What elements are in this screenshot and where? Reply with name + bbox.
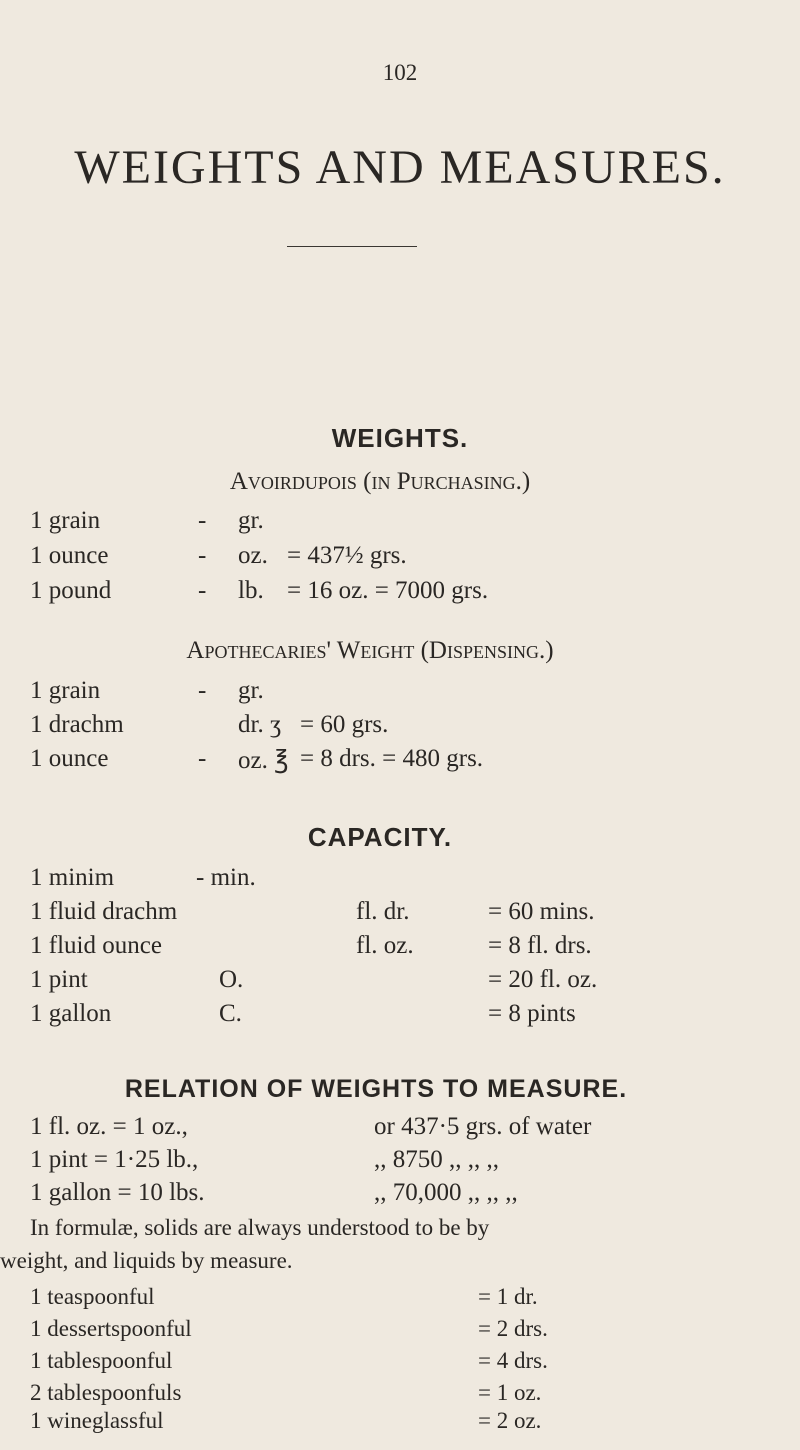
formulae-note-line-1: In formulæ, solids are always understood to be by (30, 1215, 490, 1240)
avoirdupois-title: Avoirdupois (in Purchasing.) (229, 468, 531, 495)
abbreviation: O. (219, 966, 244, 993)
water-weight: ,, 8750 ,, ,, ,, (374, 1146, 499, 1173)
equivalent: = 20 fl. oz. (488, 966, 598, 993)
abbreviation: oz. (238, 542, 268, 569)
spoon-unit: 1 dessertspoonful (30, 1316, 192, 1341)
spoon-equivalent: = 2 drs. (478, 1316, 548, 1341)
measure: 1 pint = 1·25 lb., (30, 1146, 199, 1173)
spoon-equivalent: = 1 dr. (478, 1284, 538, 1309)
unit: 1 drachm (30, 711, 124, 738)
equivalent: = 8 fl. drs. (488, 932, 592, 959)
separator: - (198, 577, 207, 604)
equivalent: = 8 pints (488, 1000, 576, 1027)
spoon-unit: 1 wineglassful (30, 1408, 164, 1433)
abbreviation: - min. (196, 864, 256, 891)
unit: 1 gallon (30, 1000, 112, 1027)
apothecaries-title: Apothecaries' Weight (Dispensing.) (186, 637, 554, 664)
abbreviation: fl. oz. (356, 932, 414, 959)
measure: 1 fl. oz. = 1 oz., (30, 1113, 188, 1140)
capacity-heading: CAPACITY. (307, 822, 453, 852)
abbreviation: oz. ℥ (238, 747, 289, 774)
equivalent: = 16 oz. = 7000 grs. (287, 577, 489, 604)
spoon-unit: 1 tablespoonful (30, 1348, 173, 1373)
relation-heading: RELATION OF WEIGHTS TO MEASURE. (124, 1075, 628, 1103)
abbreviation: C. (219, 1000, 242, 1027)
formulae-note-line-2: weight, and liquids by measure. (0, 1248, 293, 1273)
separator: - (198, 507, 207, 534)
weights-heading: WEIGHTS. (331, 423, 469, 453)
unit: 1 minim (30, 864, 115, 891)
equivalent: = 8 drs. = 480 grs. (300, 745, 484, 772)
equivalent: = 60 mins. (488, 898, 595, 925)
equivalent: = 437½ grs. (287, 542, 407, 569)
unit: 1 grain (30, 677, 101, 704)
separator: - (198, 677, 207, 704)
unit: 1 fluid ounce (30, 932, 162, 959)
unit: 1 pint (30, 966, 88, 993)
separator: - (198, 542, 207, 569)
abbreviation: fl. dr. (356, 898, 410, 925)
abbreviation: gr. (238, 507, 264, 534)
abbreviation: lb. (238, 577, 264, 604)
unit: 1 ounce (30, 542, 109, 569)
water-weight: ,, 70,000 ,, ,, ,, (374, 1179, 518, 1206)
unit: 1 ounce (30, 745, 109, 772)
unit: 1 grain (30, 507, 101, 534)
separator: - (198, 745, 207, 772)
page-title: WEIGHTS AND MEASURES. (74, 141, 726, 194)
spoon-equivalent: = 2 oz. (478, 1408, 542, 1433)
page-number: 102 (382, 60, 418, 85)
title-rule (287, 246, 417, 247)
measure: 1 gallon = 10 lbs. (30, 1179, 205, 1206)
abbreviation: dr. ʒ (238, 711, 282, 738)
spoon-equivalent: = 1 oz. (478, 1380, 542, 1405)
unit: 1 fluid drachm (30, 898, 178, 925)
abbreviation: gr. (238, 677, 264, 704)
spoon-unit: 2 tablespoonfuls (30, 1380, 182, 1405)
equivalent: = 60 grs. (300, 711, 389, 738)
unit: 1 pound (30, 577, 112, 604)
water-weight: or 437·5 grs. of water (374, 1113, 592, 1140)
spoon-equivalent: = 4 drs. (478, 1348, 548, 1373)
spoon-unit: 1 teaspoonful (30, 1284, 155, 1309)
